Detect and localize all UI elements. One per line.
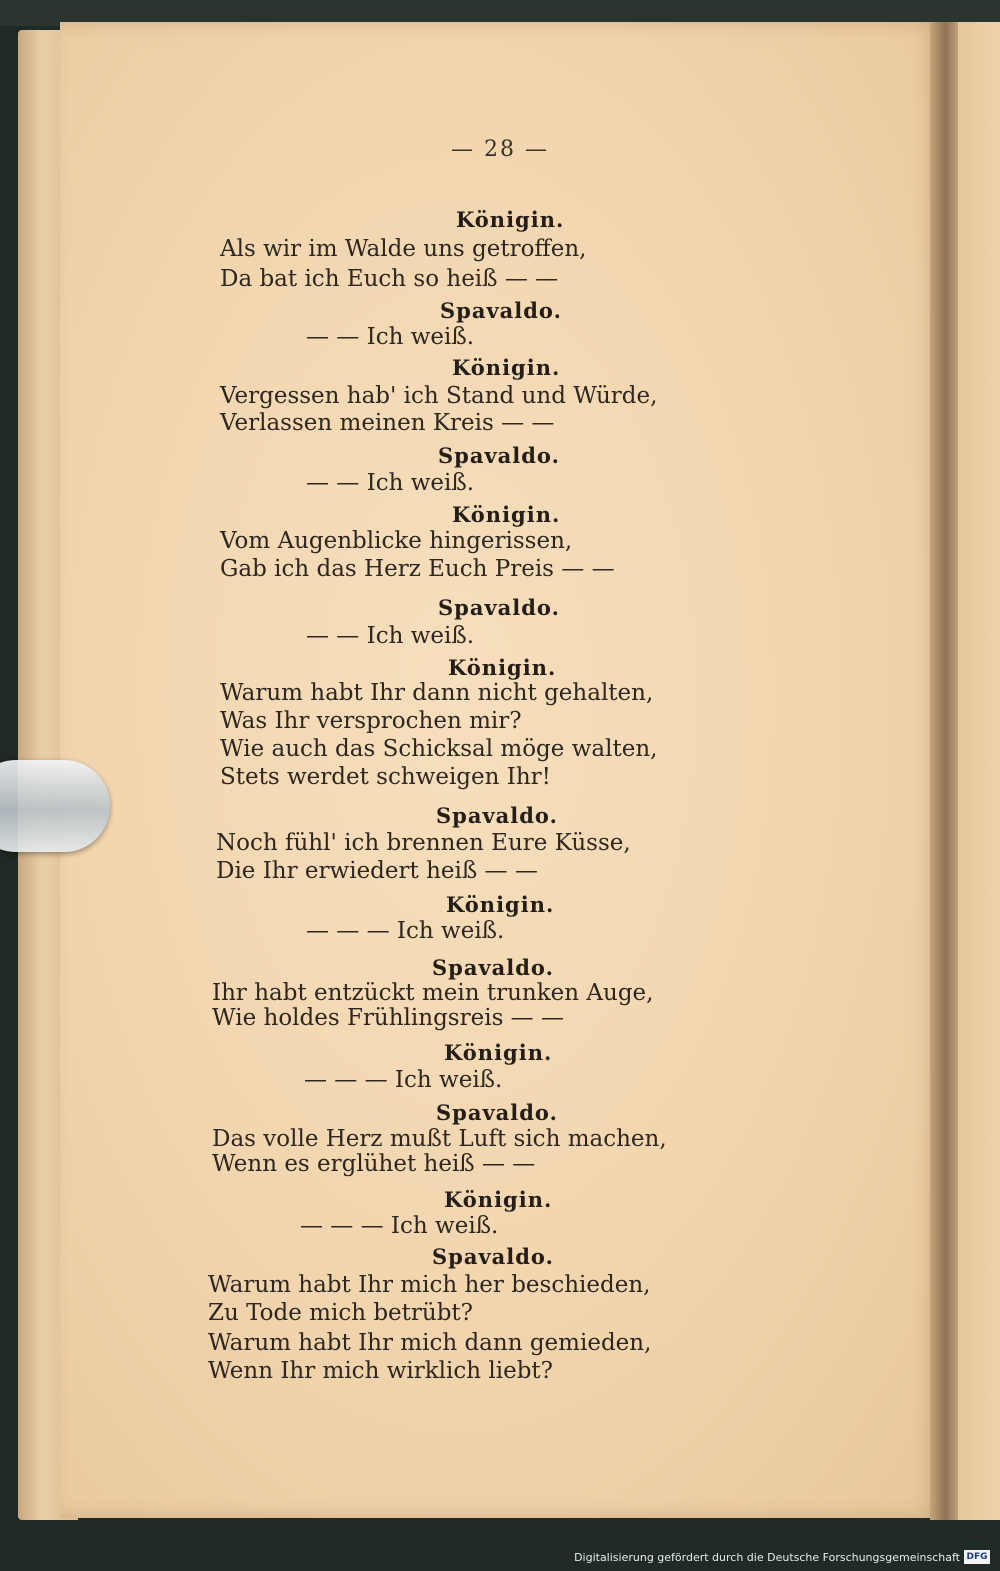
verse-line: Da bat ich Euch so heiß — — bbox=[220, 266, 559, 292]
speaker-name: Spavaldo. bbox=[440, 298, 562, 323]
page-clip bbox=[0, 760, 110, 852]
verse-line: — — Ich weiß. bbox=[306, 623, 475, 649]
speaker-name: Spavaldo. bbox=[438, 443, 560, 468]
speaker-name: Königin. bbox=[444, 1040, 553, 1065]
verse-line: Wie holdes Frühlingsreis — — bbox=[212, 1005, 564, 1031]
speaker-name: Königin. bbox=[446, 892, 555, 917]
verse-line: Warum habt Ihr mich her beschieden, bbox=[208, 1272, 651, 1298]
dfg-logo: DFG bbox=[964, 1550, 990, 1564]
facing-page-edge bbox=[958, 22, 1000, 1522]
speaker-name: Spavaldo. bbox=[438, 595, 560, 620]
speaker-name: Königin. bbox=[456, 207, 565, 232]
verse-line: Stets werdet schweigen Ihr! bbox=[220, 764, 551, 790]
speaker-name: Spavaldo. bbox=[436, 803, 558, 828]
speaker-name: Königin. bbox=[448, 655, 557, 680]
speaker-name: Spavaldo. bbox=[432, 955, 554, 980]
verse-line: Vergessen hab' ich Stand und Würde, bbox=[220, 383, 658, 409]
speaker-name: Königin. bbox=[452, 355, 561, 380]
verse-line: Die Ihr erwiedert heiß — — bbox=[216, 858, 538, 884]
verse-line: Ihr habt entzückt mein trunken Auge, bbox=[212, 980, 654, 1006]
verse-line: — — — Ich weiß. bbox=[300, 1213, 499, 1239]
speaker-name: Königin. bbox=[444, 1187, 553, 1212]
verse-line: Noch fühl' ich brennen Eure Küsse, bbox=[216, 830, 631, 856]
speaker-name: Königin. bbox=[452, 502, 561, 527]
speaker-name: Spavaldo. bbox=[436, 1100, 558, 1125]
digitization-credit: Digitalisierung gefördert durch die Deutsche Forschungsgemeinschaft bbox=[574, 1551, 960, 1564]
page-number: — 28 — bbox=[451, 137, 549, 162]
verse-line: Wenn es erglühet heiß — — bbox=[212, 1151, 536, 1177]
verse-line: Verlassen meinen Kreis — — bbox=[220, 410, 555, 436]
verse-line: Was Ihr versprochen mir? bbox=[220, 708, 522, 734]
verse-line: Wenn Ihr mich wirklich liebt? bbox=[208, 1358, 553, 1384]
verse-line: — — Ich weiß. bbox=[306, 470, 475, 496]
verse-line: Wie auch das Schicksal möge walten, bbox=[220, 736, 658, 762]
verse-line: Warum habt Ihr dann nicht gehalten, bbox=[220, 680, 654, 706]
verse-line: Warum habt Ihr mich dann gemieden, bbox=[208, 1330, 652, 1356]
verse-line: Zu Tode mich betrübt? bbox=[208, 1300, 474, 1326]
verse-line: — — Ich weiß. bbox=[306, 324, 475, 350]
verse-line: — — — Ich weiß. bbox=[304, 1067, 503, 1093]
verse-line: Gab ich das Herz Euch Preis — — bbox=[220, 556, 615, 582]
verse-line: Das volle Herz mußt Luft sich machen, bbox=[212, 1126, 667, 1152]
speaker-name: Spavaldo. bbox=[432, 1244, 554, 1269]
verse-line: — — — Ich weiß. bbox=[306, 918, 505, 944]
verse-line: Vom Augenblicke hingerissen, bbox=[220, 528, 573, 554]
verse-line: Als wir im Walde uns getroffen, bbox=[220, 236, 587, 262]
